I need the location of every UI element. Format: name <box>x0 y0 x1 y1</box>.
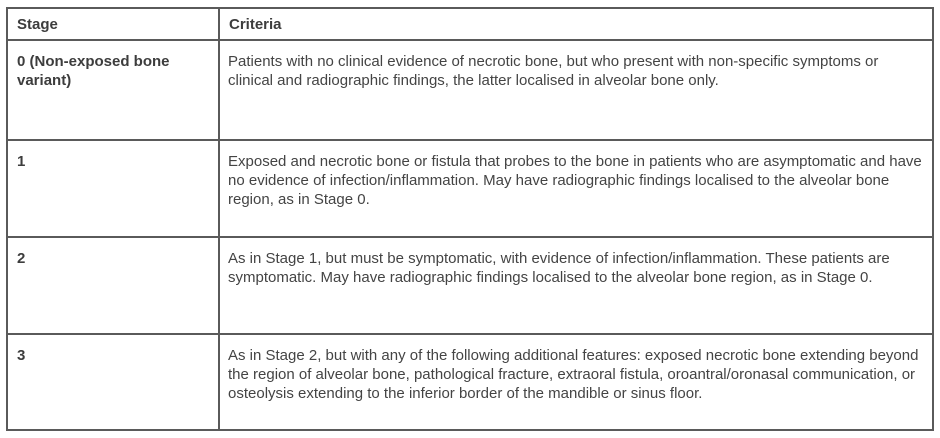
criteria-cell-1: Exposed and necrotic bone or fistula that probes to the bone in patients who are asymptomatic and have no evidence of infection/inflammation. May have radiographic findings localised to the alveolar bone region, as in Stage 0. <box>220 139 932 236</box>
stage-cell-3: 3 <box>8 333 220 429</box>
stage-cell-0: 0 (Non-exposed bone variant) <box>8 39 220 139</box>
criteria-cell-2: As in Stage 1, but must be symptomatic, with evidence of infection/inflammation. These patients are symptomatic. May have radiographic findings localised to the alveolar bone region, as in Stage 0. <box>220 236 932 333</box>
header-stage: Stage <box>8 9 220 39</box>
stage-cell-1: 1 <box>8 139 220 236</box>
criteria-cell-3: As in Stage 2, but with any of the following additional features: exposed necrotic bone extending beyond the region of alveolar bone, pathological fracture, extraoral fistula, oroantral/oronasal communication, or osteolysis extending to the inferior border of the mandible or sinus floor. <box>220 333 932 429</box>
stage-cell-2: 2 <box>8 236 220 333</box>
staging-table <box>6 7 934 431</box>
criteria-cell-0: Patients with no clinical evidence of necrotic bone, but who present with non-specific symptoms or clinical and radiographic findings, the latter localised in alveolar bone only. <box>220 39 932 139</box>
header-criteria: Criteria <box>220 9 932 39</box>
